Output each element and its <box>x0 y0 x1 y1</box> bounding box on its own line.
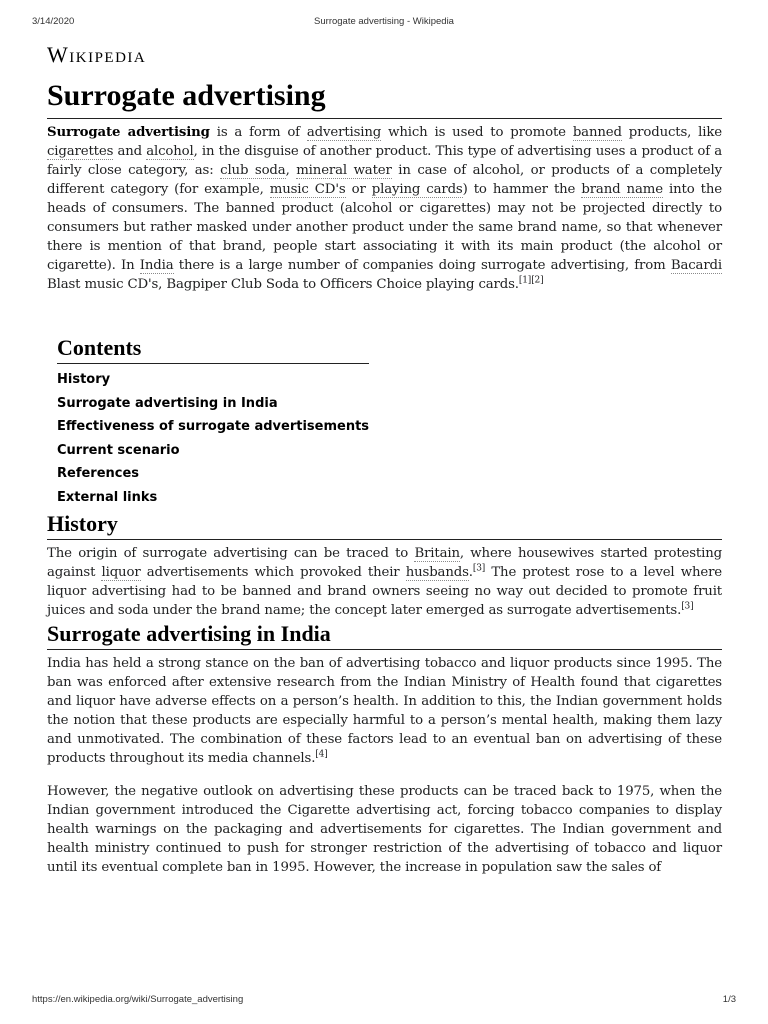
intro-text: , in the disguise of another product. This type of advertising uses a product of a fairly close category, as: <box>47 144 722 178</box>
history-text: advertisements which provoked their <box>140 564 406 580</box>
link-mineral-water[interactable]: mineral water <box>296 163 392 178</box>
intro-text: ) to hammer the <box>462 182 582 197</box>
toc-title: Contents <box>57 334 369 364</box>
link-bacardi[interactable]: Bacardi <box>670 258 722 273</box>
india-heading: Surrogate advertising in India <box>47 620 722 650</box>
intro-text: into the heads of consumers. The banned product (alcohol or cigarettes) may not be projected directly to consumers but rather masked under another product under the same brand name, so that whenever there is mention of that brand, people start associating it with its main product (the alcohol or cigarette). In <box>47 182 722 273</box>
link-india[interactable]: India <box>139 258 174 273</box>
intro-text: or <box>345 182 372 197</box>
link-husbands[interactable]: husbands <box>405 564 469 580</box>
india-paragraph-1 <box>47 654 722 768</box>
reference-1[interactable]: [1] <box>518 275 532 286</box>
link-britain[interactable]: Britain <box>414 545 460 561</box>
link-music-cds[interactable]: music CD's <box>269 182 346 197</box>
link-cigarettes[interactable]: cigarettes <box>47 144 114 159</box>
intro-lead-term: Surrogate advertising <box>47 125 210 140</box>
intro-text: in case of alcohol, or products of a completely different category (for example, <box>47 163 722 197</box>
intro-text: products, like <box>621 125 722 140</box>
link-banned[interactable]: banned <box>572 125 622 140</box>
toc-item-effectiveness[interactable]: Effectiveness of surrogate advertisements <box>57 419 370 435</box>
history-heading: History <box>47 510 722 540</box>
article-content <box>47 40 722 877</box>
intro-text: and <box>113 144 147 159</box>
history-text: , where housewives started protesting against <box>47 545 722 580</box>
link-liquor[interactable]: liquor <box>101 564 141 580</box>
wikipedia-logo[interactable]: Wikipedia <box>47 42 147 67</box>
intro-paragraph <box>47 123 722 294</box>
history-paragraph <box>47 544 722 620</box>
print-url: https://en.wikipedia.org/wiki/Surrogate_advertising <box>32 994 244 1005</box>
reference-3[interactable]: [3] <box>681 601 694 612</box>
print-page-number: 1/3 <box>722 994 736 1005</box>
print-footer <box>32 994 736 1008</box>
print-date: 3/14/2020 <box>32 16 75 27</box>
intro-text: , <box>285 163 297 178</box>
toc-item-current-scenario[interactable]: Current scenario <box>57 442 180 458</box>
table-of-contents <box>57 334 369 510</box>
page-title: Surrogate advertising <box>47 76 722 119</box>
history-text: . <box>468 564 473 580</box>
print-page-title: Surrogate advertising - Wikipedia <box>314 16 454 27</box>
link-alcohol[interactable]: alcohol <box>146 144 194 159</box>
history-text: The protest rose to a level where liquor advertising had to be banned and brand owners seeing no way out decided to promote fruit juices and soda under the brand name; the concept later emerged as surrogate advertisements. <box>47 564 722 618</box>
link-club-soda[interactable]: club soda <box>220 163 286 178</box>
toc-item-history[interactable]: History <box>57 372 111 387</box>
intro-text: which is used to promote <box>381 125 573 140</box>
india-paragraph-2: However, the negative outlook on advertising these products can be traced back to 1975, when the Indian government introduced the Cigarette advertising act, forcing tobacco companies to display health warnings on the packaging and advertisements for cigarettes. The Indian government and health ministry continued to push for stronger restriction of the advertising of tobacco and liquor until its eventual complete ban in 1995. However, the increase in population saw the sales of <box>47 783 722 875</box>
toc-list <box>57 368 369 510</box>
print-header <box>32 16 736 30</box>
link-advertising[interactable]: advertising <box>306 125 382 140</box>
india-text: India has held a strong stance on the ban of advertising tobacco and liquor products since 1995. The ban was enforced after extensive research from the Indian Ministry of Health found that cigarettes and liquor have adverse effects on a person’s health. In addition to this, the Indian government holds the notion that these products are especially harmful to a person’s mental health, making them lazy and unmotivated. The combination of these factors lead to an eventual ban on advertising of these products throughout its media channels. <box>47 655 722 766</box>
intro-text: Blast music CD's, Bagpiper Club Soda to Officers Choice playing cards. <box>47 277 519 292</box>
toc-item-surrogate-advertising-in-india[interactable]: Surrogate advertising in India <box>57 395 278 411</box>
reference-3[interactable]: [3] <box>472 563 486 574</box>
reference-2[interactable]: [2] <box>531 275 544 286</box>
toc-item-references[interactable]: References <box>57 466 140 482</box>
intro-text: there is a large number of companies doing surrogate advertising, from <box>173 258 671 273</box>
history-text: The origin of surrogate advertising can be traced to <box>47 545 415 561</box>
toc-item-external-links[interactable]: External links <box>57 489 158 505</box>
reference-4[interactable]: [4] <box>315 749 328 760</box>
link-brand-name[interactable]: brand name <box>581 182 663 197</box>
link-playing-cards[interactable]: playing cards <box>371 182 463 197</box>
intro-text: is a form of <box>209 125 307 140</box>
